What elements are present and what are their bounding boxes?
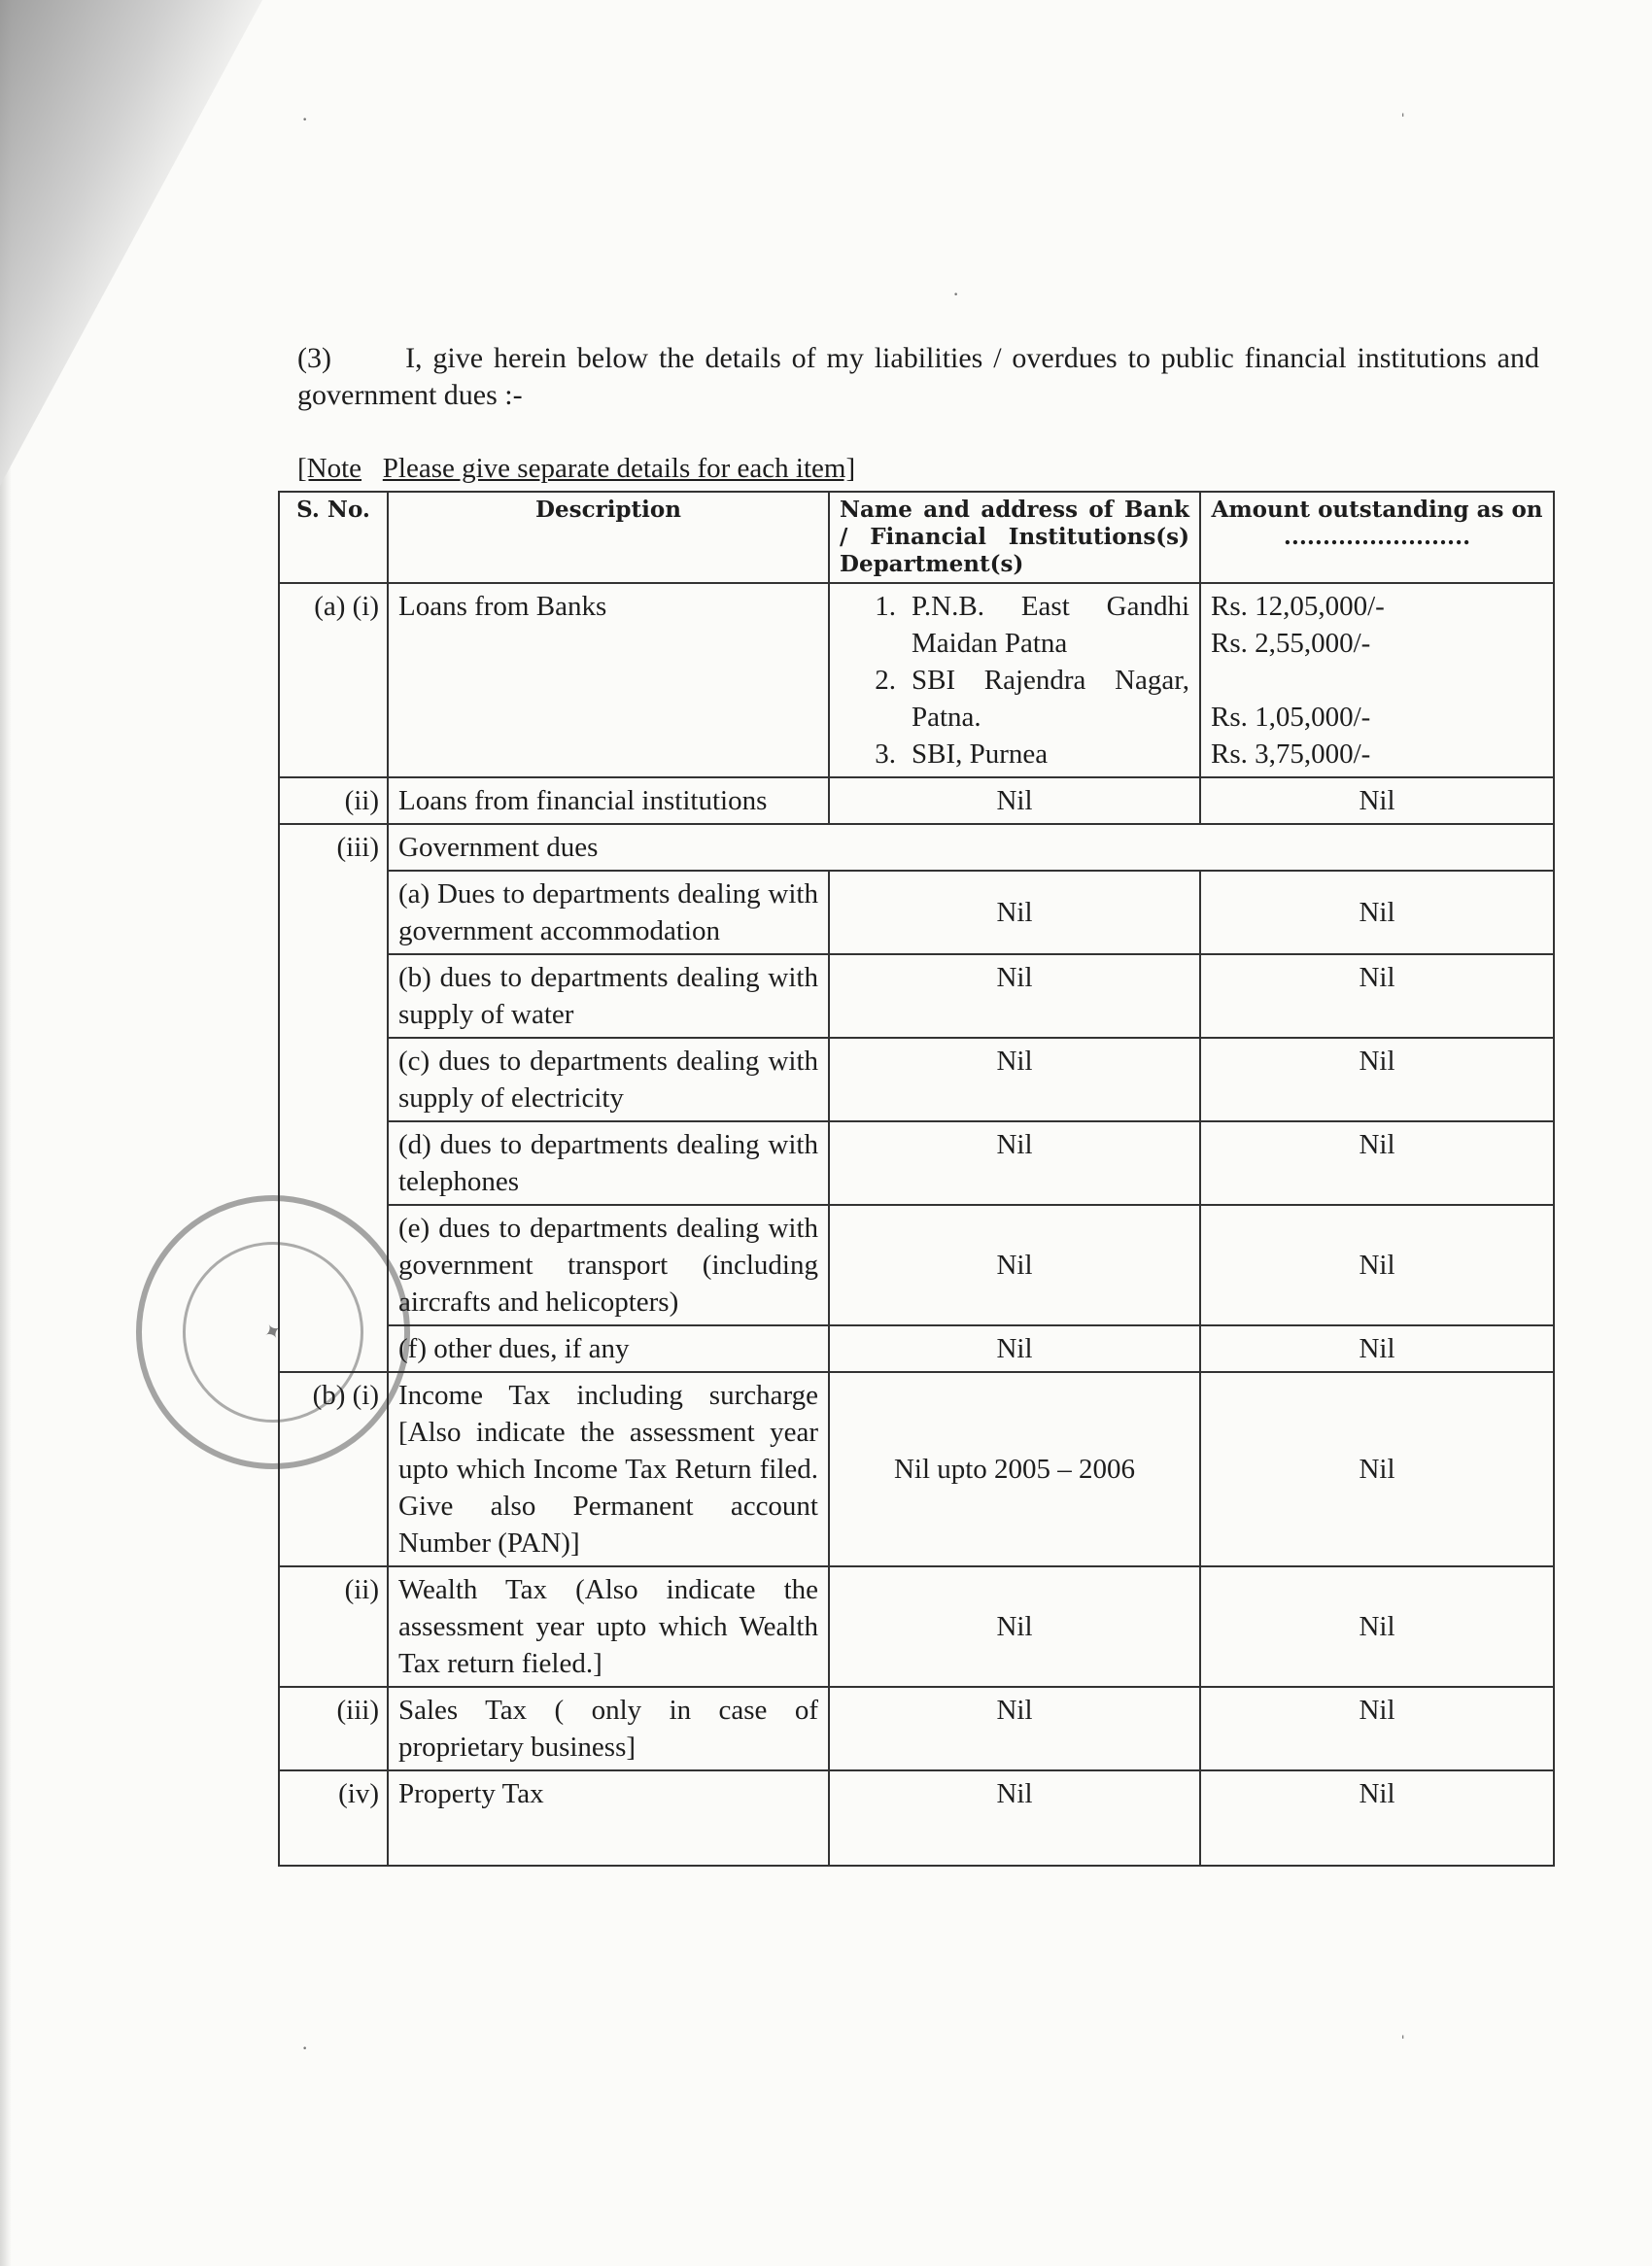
row-sno: (a) (i) <box>279 583 388 777</box>
bank-item <box>840 662 1189 736</box>
scan-speck: · <box>301 107 309 131</box>
note-prefix: [Note <box>297 453 362 484</box>
table-row <box>279 824 1554 871</box>
row-amount: Nil <box>1200 1205 1554 1325</box>
liabilities-intro <box>297 340 1539 414</box>
row-sno: (iii) <box>279 824 388 1372</box>
row-amount: Nil <box>1200 1770 1554 1866</box>
row-bank: Nil <box>829 1205 1200 1325</box>
row-description: (d) dues to departments dealing with telephones <box>388 1121 829 1205</box>
header-amount <box>1200 492 1554 583</box>
amount-item: Rs. 3,75,000/- <box>1211 738 1371 770</box>
table-row <box>279 1566 1554 1687</box>
row-bank: Nil <box>829 1770 1200 1866</box>
table-row <box>279 954 1554 1038</box>
scan-speck: ˈ <box>1399 2031 1407 2055</box>
intro-number: (3) <box>297 342 331 374</box>
table-row <box>279 871 1554 954</box>
row-sno: (iv) <box>279 1770 388 1866</box>
row-sno: (b) (i) <box>279 1372 388 1566</box>
table-header-row <box>279 492 1554 583</box>
intro-text: I, give herein below the details of my liabilities / overdues to public financial institutions and government dues :- <box>297 342 1539 411</box>
row-description: Property Tax <box>388 1770 829 1866</box>
table-row <box>279 1121 1554 1205</box>
row-description: (f) other dues, if any <box>388 1325 829 1372</box>
scan-speck: ˈ <box>1399 109 1407 133</box>
header-amount-date-blank: ........................ <box>1283 524 1471 550</box>
row-description: Income Tax including surcharge [Also indicate the assessment year upto which Income Tax Return filed. Give also Permanent account Number (PAN)] <box>388 1372 829 1566</box>
table-row <box>279 1770 1554 1866</box>
row-description: Wealth Tax (Also indicate the assessment year upto which Wealth Tax return fieled.] <box>388 1566 829 1687</box>
row-description: Loans from Banks <box>388 583 829 777</box>
row-bank: Nil <box>829 1325 1200 1372</box>
header-description: Description <box>388 492 829 583</box>
liabilities-table <box>278 491 1555 1867</box>
bank-item <box>840 736 1189 772</box>
row-description: Government dues <box>388 824 1554 871</box>
row-description: (e) dues to departments dealing with government transport (including aircrafts and helicopters) <box>388 1205 829 1325</box>
amount-item: Rs. 1,05,000/- <box>1211 702 1371 733</box>
row-bank: Nil upto 2005 – 2006 <box>829 1372 1200 1566</box>
table-row <box>279 1687 1554 1770</box>
row-amount: Nil <box>1200 1325 1554 1372</box>
note-text: Please give separate details for each item] <box>382 453 856 484</box>
amount-item: Rs. 12,05,000/- <box>1211 591 1385 622</box>
header-amount-label: Amount outstanding as on <box>1211 497 1543 523</box>
row-bank: Nil <box>829 777 1200 824</box>
row-amount: Nil <box>1200 954 1554 1038</box>
row-bank-list <box>829 583 1200 777</box>
row-description: (b) dues to departments dealing with supply of water <box>388 954 829 1038</box>
row-amount: Nil <box>1200 871 1554 954</box>
row-bank: Nil <box>829 1566 1200 1687</box>
table-row <box>279 1325 1554 1372</box>
row-amount: Nil <box>1200 1038 1554 1121</box>
row-amount: Nil <box>1200 1566 1554 1687</box>
row-bank: Nil <box>829 1687 1200 1770</box>
row-sno: (iii) <box>279 1687 388 1770</box>
official-seal-inner: ✦ <box>151 1210 396 1455</box>
row-amount: Nil <box>1200 1121 1554 1205</box>
row-amount: Nil <box>1200 1372 1554 1566</box>
header-bank: Name and address of Bank / Financial Institutions(s) Department(s) <box>829 492 1200 583</box>
row-bank: Nil <box>829 954 1200 1038</box>
row-description: Loans from financial institutions <box>388 777 829 824</box>
table-row <box>279 777 1554 824</box>
row-amount-list <box>1200 583 1554 777</box>
note-line <box>297 453 855 485</box>
amount-item: Rs. 2,55,000/- <box>1211 628 1371 659</box>
row-sno: (ii) <box>279 1566 388 1687</box>
scan-speck: · <box>952 282 960 306</box>
row-bank: Nil <box>829 1121 1200 1205</box>
bank-item-text: SBI, Purnea <box>912 738 1049 770</box>
scan-corner-shadow <box>0 0 262 486</box>
table-row <box>279 1038 1554 1121</box>
bank-item-number: 3. <box>875 738 896 770</box>
row-bank: Nil <box>829 1038 1200 1121</box>
row-bank: Nil <box>829 871 1200 954</box>
table-row <box>279 583 1554 777</box>
header-sno: S. No. <box>279 492 388 583</box>
table-row <box>279 1372 1554 1566</box>
row-amount: Nil <box>1200 1687 1554 1770</box>
row-amount: Nil <box>1200 777 1554 824</box>
row-sno: (ii) <box>279 777 388 824</box>
bank-item-number: 1. <box>875 591 896 622</box>
scan-speck: · <box>301 2036 309 2060</box>
bank-item-number: 2. <box>875 665 896 696</box>
bank-item <box>840 588 1189 662</box>
bank-item-text: P.N.B. East Gandhi Maidan Patna <box>912 591 1189 659</box>
table-row <box>279 1205 1554 1325</box>
row-description: Sales Tax ( only in case of proprietary business] <box>388 1687 829 1770</box>
row-description: (a) Dues to departments dealing with government accommodation <box>388 871 829 954</box>
row-description: (c) dues to departments dealing with supply of electricity <box>388 1038 829 1121</box>
bank-item-text: SBI Rajendra Nagar, Patna. <box>912 665 1189 733</box>
